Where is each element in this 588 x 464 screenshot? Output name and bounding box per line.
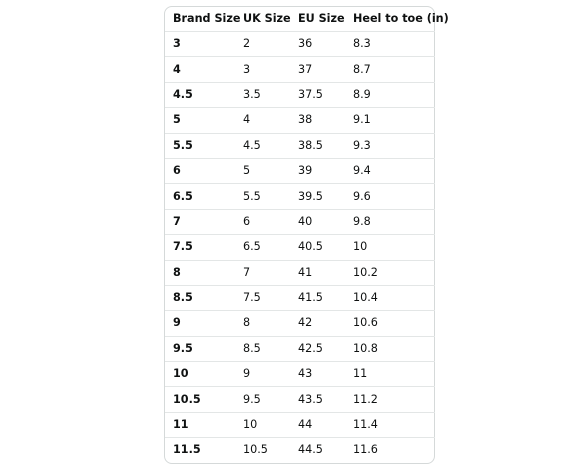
cell-brand-size: 7.5 [165, 235, 235, 260]
cell-uk-size: 5 [235, 158, 290, 183]
table-header-row [165, 7, 435, 32]
cell-brand-size: 8.5 [165, 285, 235, 310]
cell-eu-size: 38.5 [290, 133, 345, 158]
cell-heel-to-toe: 10.8 [345, 336, 435, 361]
table-row [165, 260, 435, 285]
table-row [165, 387, 435, 412]
cell-eu-size: 42 [290, 311, 345, 336]
cell-uk-size: 4 [235, 108, 290, 133]
cell-uk-size: 3 [235, 57, 290, 82]
header-uk-size: UK Size [243, 12, 291, 25]
cell-heel-to-toe: 10.6 [345, 311, 435, 336]
cell-eu-size: 41.5 [290, 285, 345, 310]
cell-eu-size: 39 [290, 158, 345, 183]
cell-brand-size: 4.5 [165, 82, 235, 107]
cell-heel-to-toe: 11 [345, 362, 435, 387]
table-row [165, 285, 435, 310]
cell-brand-size: 5 [165, 108, 235, 133]
size-chart-table [164, 6, 449, 464]
cell-uk-size: 6 [235, 209, 290, 234]
cell-uk-size: 10.5 [235, 438, 290, 463]
cell-eu-size: 36 [290, 32, 345, 57]
cell-heel-to-toe: 10.4 [345, 285, 435, 310]
cell-brand-size: 11 [165, 412, 235, 437]
cell-uk-size: 7.5 [235, 285, 290, 310]
cell-eu-size: 43 [290, 362, 345, 387]
cell-eu-size: 37 [290, 57, 345, 82]
cell-eu-size: 37.5 [290, 82, 345, 107]
cell-brand-size: 6 [165, 158, 235, 183]
cell-heel-to-toe: 10.2 [345, 260, 435, 285]
table-row [165, 311, 435, 336]
cell-uk-size: 10 [235, 412, 290, 437]
cell-uk-size: 8.5 [235, 336, 290, 361]
cell-heel-to-toe: 9.1 [345, 108, 435, 133]
cell-heel-to-toe: 8.7 [345, 57, 435, 82]
cell-uk-size: 4.5 [235, 133, 290, 158]
cell-heel-to-toe: 9.3 [345, 133, 435, 158]
cell-heel-to-toe: 9.6 [345, 184, 435, 209]
size-table [165, 7, 449, 463]
cell-eu-size: 38 [290, 108, 345, 133]
cell-brand-size: 5.5 [165, 133, 235, 158]
cell-brand-size: 10.5 [165, 387, 235, 412]
cell-uk-size: 5.5 [235, 184, 290, 209]
cell-brand-size: 9 [165, 311, 235, 336]
table-row [165, 362, 435, 387]
cell-brand-size: 9.5 [165, 336, 235, 361]
cell-uk-size: 9 [235, 362, 290, 387]
cell-eu-size: 41 [290, 260, 345, 285]
cell-uk-size: 2 [235, 32, 290, 57]
cell-eu-size: 43.5 [290, 387, 345, 412]
cell-uk-size: 6.5 [235, 235, 290, 260]
cell-brand-size: 8 [165, 260, 235, 285]
cell-eu-size: 40 [290, 209, 345, 234]
cell-heel-to-toe: 11.4 [345, 412, 435, 437]
cell-eu-size: 42.5 [290, 336, 345, 361]
table-row [165, 82, 435, 107]
table-row [165, 438, 435, 463]
table-row [165, 412, 435, 437]
cell-heel-to-toe: 10 [345, 235, 435, 260]
cell-brand-size: 6.5 [165, 184, 235, 209]
cell-uk-size: 9.5 [235, 387, 290, 412]
header-eu-size: EU Size [298, 12, 345, 25]
table-row [165, 158, 435, 183]
table-row [165, 108, 435, 133]
cell-brand-size: 11.5 [165, 438, 235, 463]
cell-brand-size: 4 [165, 57, 235, 82]
cell-brand-size: 10 [165, 362, 235, 387]
header-heel-to-toe: Heel to toe (in) [353, 12, 449, 25]
cell-brand-size: 7 [165, 209, 235, 234]
table-row [165, 184, 435, 209]
cell-eu-size: 39.5 [290, 184, 345, 209]
table-row [165, 209, 435, 234]
table-row [165, 133, 435, 158]
cell-heel-to-toe: 8.9 [345, 82, 435, 107]
table-row [165, 57, 435, 82]
cell-eu-size: 40.5 [290, 235, 345, 260]
cell-heel-to-toe: 9.4 [345, 158, 435, 183]
table-row [165, 235, 435, 260]
cell-eu-size: 44 [290, 412, 345, 437]
cell-eu-size: 44.5 [290, 438, 345, 463]
cell-heel-to-toe: 9.8 [345, 209, 435, 234]
table-body [165, 32, 435, 463]
cell-heel-to-toe: 11.6 [345, 438, 435, 463]
cell-heel-to-toe: 8.3 [345, 32, 435, 57]
table-row [165, 336, 435, 361]
table-row [165, 32, 435, 57]
header-brand-size: Brand Size [173, 12, 241, 25]
cell-brand-size: 3 [165, 32, 235, 57]
cell-uk-size: 7 [235, 260, 290, 285]
cell-heel-to-toe: 11.2 [345, 387, 435, 412]
cell-uk-size: 3.5 [235, 82, 290, 107]
cell-uk-size: 8 [235, 311, 290, 336]
